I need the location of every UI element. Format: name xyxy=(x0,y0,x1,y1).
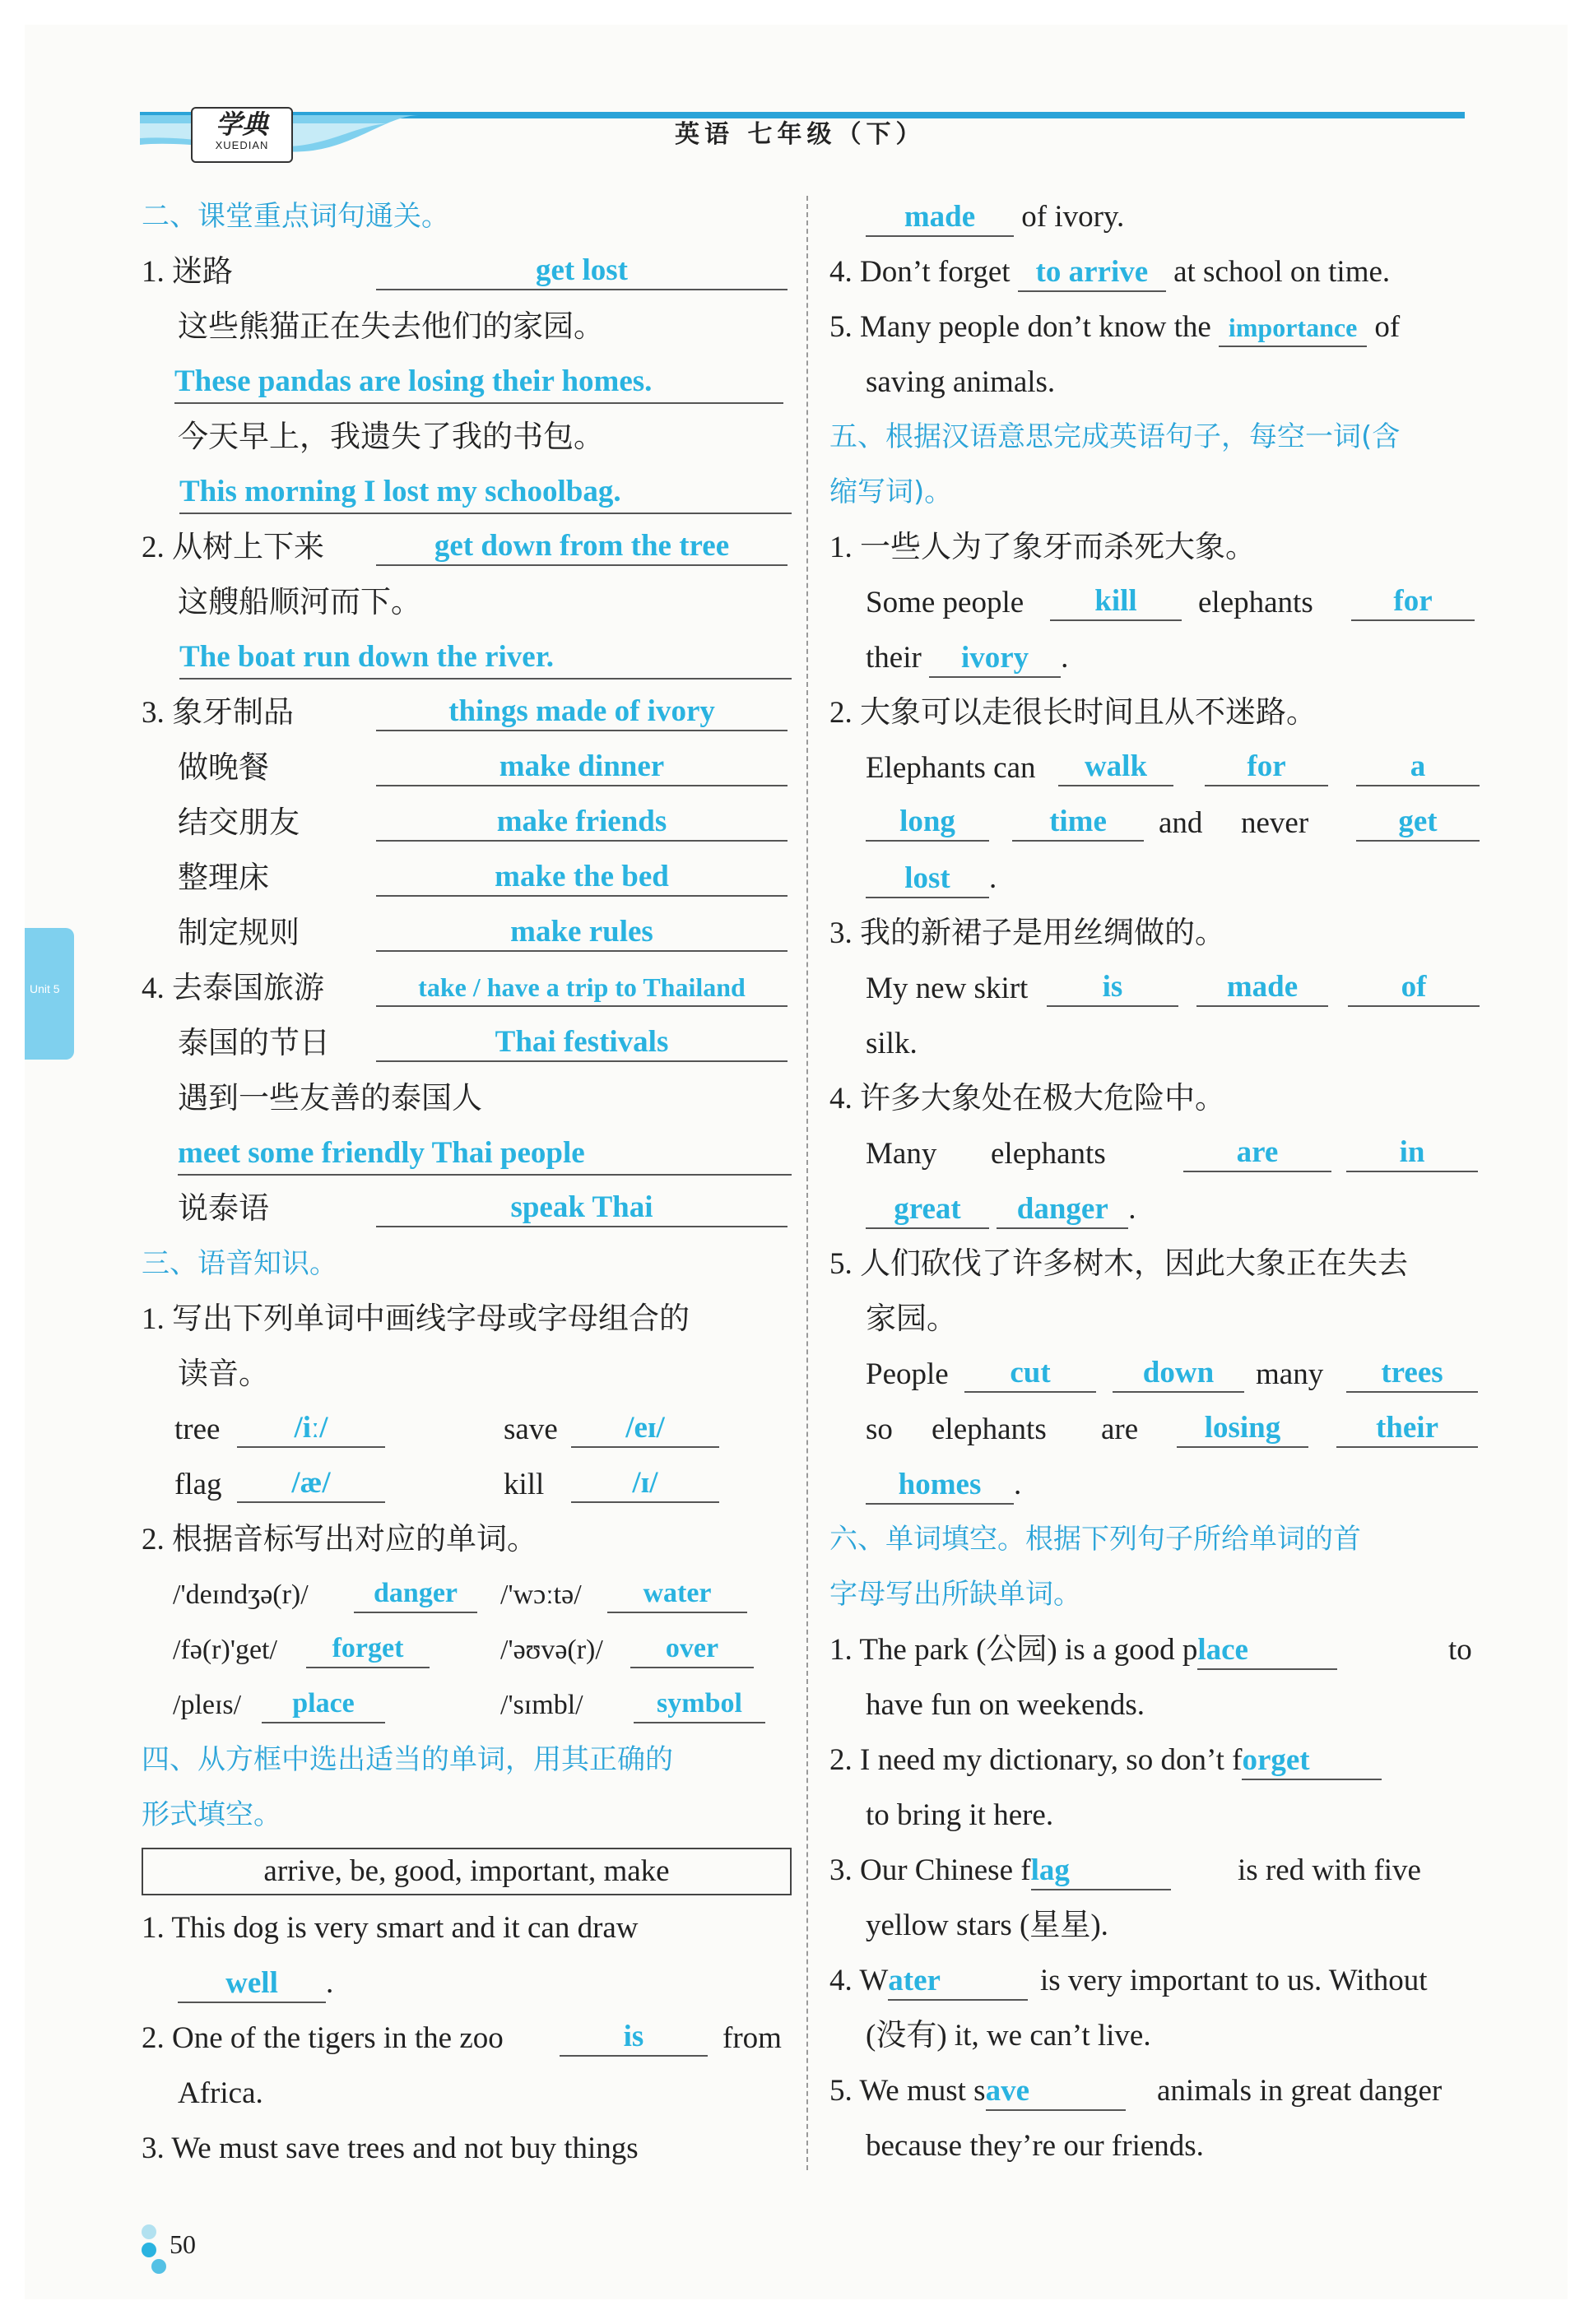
s2-q1-zh2: 今天早上，我遗失了我的书包。 xyxy=(178,420,604,454)
s2-q2-en xyxy=(142,630,792,685)
answer-blank[interactable]: time xyxy=(1012,804,1144,842)
s6-q1: 1. The park (公园) is a good place to xyxy=(829,1622,1480,1677)
s4-q3-cont: made of ivory. xyxy=(829,189,1480,244)
answer-blank[interactable]: in xyxy=(1346,1134,1478,1172)
answer-blank[interactable]: is xyxy=(1047,969,1178,1007)
s5-q2-line2: long time and never get xyxy=(829,796,1480,851)
answer-blank[interactable]: are xyxy=(1183,1134,1331,1172)
s2-q2: 2. 从树上下来 get down from the tree xyxy=(142,520,792,575)
s3-q1-text-cont: 读音。 xyxy=(178,1357,269,1391)
s5-q5-line2: so elephants are losing their xyxy=(829,1402,1480,1457)
answer-blank[interactable]: symbol xyxy=(634,1686,765,1723)
s4-q3: 3. We must save trees and not buy things xyxy=(142,2131,639,2165)
s2-q4-zh1: 泰国的节日 Thai festivals xyxy=(142,1016,792,1071)
answer-blank[interactable]: losing xyxy=(1177,1410,1308,1448)
s4-q2: 2. One of the tigers in the zoo is from xyxy=(142,2020,782,2055)
answer-blank[interactable]: danger xyxy=(997,1191,1128,1229)
s4-q1: 1. This dog is very smart and it can draw xyxy=(142,1911,639,1945)
s2-q4-en2 xyxy=(142,1126,792,1181)
answer-blank[interactable]: /ɪ/ xyxy=(571,1465,719,1503)
s2-q1: 1. 迷路 get lost xyxy=(142,244,792,299)
s2-q4: 4. 去泰国旅游 take / have a trip to Thailand xyxy=(142,961,792,1016)
s4-q2-cont: Africa. xyxy=(178,2076,263,2110)
s5-q1-zh: 1. 一些人为了象牙而杀死大象。 xyxy=(829,531,1256,564)
s6-q5: 5. We must save animals in great danger xyxy=(829,2063,1480,2118)
answer-blank[interactable]: orget xyxy=(1242,1742,1382,1780)
answer-blank[interactable]: cut xyxy=(964,1355,1096,1393)
answer-blank[interactable]: down xyxy=(1113,1355,1244,1393)
s5-q2-line: Elephants can walk for a xyxy=(829,740,1480,796)
s5-q1-line2: their ivory . xyxy=(829,630,1480,685)
section-6-title: 六、单词填空。根据下列句子所给单词的首 xyxy=(829,1523,1361,1556)
s3-words-row: flag /æ/ kill /ɪ/ xyxy=(142,1457,792,1512)
answer-blank[interactable]: ivory xyxy=(929,640,1061,678)
word-box: arrive, be, good, important, make xyxy=(142,1848,792,1895)
page-header-title: 英语 七年级（下） xyxy=(675,120,926,149)
answer-blank[interactable]: get lost xyxy=(376,253,788,290)
answer-blank[interactable]: /eɪ/ xyxy=(571,1410,719,1448)
s2-q4-zh3: 说泰语 speak Thai xyxy=(142,1181,792,1236)
section-2-title: 二、课堂重点词句通关。 xyxy=(142,200,449,233)
s2-q3-item: 做晚餐 make dinner xyxy=(142,740,792,796)
answer-blank[interactable]: is xyxy=(560,2019,708,2057)
section-4-title-cont: 形式填空。 xyxy=(142,1798,281,1831)
s2-q3: 3. 象牙制品 things made of ivory xyxy=(142,685,792,740)
answer-blank[interactable]: a xyxy=(1356,749,1480,786)
answer-line[interactable]: This morning I lost my schoolbag. xyxy=(179,471,792,514)
answer-blank[interactable]: homes xyxy=(866,1467,1014,1505)
answer-blank[interactable]: Thai festivals xyxy=(376,1024,788,1062)
s2-q3-item: 结交朋友 make friends xyxy=(142,796,792,851)
answer-blank[interactable]: danger xyxy=(354,1575,477,1613)
answer-line[interactable]: These pandas are losing their homes. xyxy=(174,361,783,404)
s5-q2-zh: 2. 大象可以走很长时间且从不迷路。 xyxy=(829,696,1317,730)
answer-blank[interactable]: made xyxy=(866,199,1014,237)
s2-q1-en2 xyxy=(142,465,792,520)
answer-blank[interactable]: make the bed xyxy=(376,859,788,897)
s3-phon-row: /pleɪs/ place /'sɪmbl/ symbol xyxy=(142,1677,792,1733)
answer-blank[interactable]: forget xyxy=(306,1631,430,1668)
answer-blank[interactable]: get xyxy=(1356,804,1480,842)
s2-q1-zh1: 这些熊猫正在失去他们的家园。 xyxy=(178,310,604,344)
answer-blank[interactable]: to arrive xyxy=(1018,254,1166,292)
s3-phon-row: /'deɪndʒə(r)/ danger /'wɔːtə/ water xyxy=(142,1567,792,1622)
answer-blank[interactable]: made xyxy=(1196,969,1328,1007)
answer-blank[interactable]: walk xyxy=(1058,749,1173,786)
answer-blank[interactable]: importance xyxy=(1219,309,1367,347)
s6-q3: 3. Our Chinese flag is red with five xyxy=(829,1843,1480,1898)
column-divider xyxy=(806,196,808,2170)
s4-q5-cont: saving animals. xyxy=(866,365,1056,399)
section-4-title: 四、从方框中选出适当的单词，用其正确的 xyxy=(142,1743,673,1776)
s2-q1-en1 xyxy=(142,355,792,410)
s6-q1-cont: have fun on weekends. xyxy=(866,1688,1145,1722)
s6-q3-cont: yellow stars (星星). xyxy=(866,1909,1108,1942)
answer-blank[interactable]: things made of ivory xyxy=(376,693,788,731)
right-column xyxy=(829,189,1480,2173)
s4-q5: 5. Many people don’t know the importance of xyxy=(829,299,1480,355)
s3-phon-row: /fə(r)'get/ forget /'əʊvə(r)/ over xyxy=(142,1622,792,1677)
s5-q5-zh: 5. 人们砍伐了许多树木，因此大象正在失去 xyxy=(829,1247,1408,1281)
unit-side-tab: Unit 5 xyxy=(25,928,74,1060)
answer-blank[interactable]: place xyxy=(262,1686,385,1723)
answer-blank[interactable]: ater xyxy=(888,1963,1028,2001)
section-6-title-cont: 字母写出所缺单词。 xyxy=(829,1578,1081,1611)
answer-blank[interactable]: make friends xyxy=(376,804,788,842)
answer-blank[interactable]: for xyxy=(1351,583,1475,621)
s2-q4-zh2: 遇到一些友善的泰国人 xyxy=(178,1082,482,1116)
answer-blank[interactable]: long xyxy=(866,804,989,842)
s5-q5-line: People cut down many trees xyxy=(829,1347,1480,1402)
answer-blank[interactable]: kill xyxy=(1050,583,1182,621)
s5-q3-line: My new skirt is made of xyxy=(829,961,1480,1016)
s5-q4-line2: great danger . xyxy=(829,1181,1480,1236)
s5-q5-zh-cont: 家园。 xyxy=(866,1302,957,1336)
s5-q1-line: Some people kill elephants for xyxy=(829,575,1480,630)
s5-q4-zh: 4. 许多大象处在极大危险中。 xyxy=(829,1082,1225,1116)
s3-words-row: tree /iː/ save /eɪ/ xyxy=(142,1402,792,1457)
answer-blank[interactable]: trees xyxy=(1346,1355,1478,1393)
answer-blank[interactable]: over xyxy=(630,1631,754,1668)
s3-q1-text: 1. 写出下列单词中画线字母或字母组合的 xyxy=(142,1302,690,1336)
s2-q3-item: 制定规则 make rules xyxy=(142,906,792,961)
s4-q4: 4. Don’t forget to arrive at school on time. xyxy=(829,244,1480,299)
answer-blank[interactable]: take / have a trip to Thailand xyxy=(376,969,788,1007)
answer-blank[interactable]: great xyxy=(866,1191,989,1229)
answer-blank[interactable]: lace xyxy=(1197,1632,1337,1670)
answer-blank[interactable]: of xyxy=(1348,969,1480,1007)
answer-blank[interactable]: make dinner xyxy=(376,749,788,786)
s2-q2-zh: 这艘船顺河而下。 xyxy=(178,586,421,619)
s5-q3-zh: 3. 我的新裙子是用丝绸做的。 xyxy=(829,916,1225,950)
page-number: 50 xyxy=(170,2229,196,2259)
answer-line[interactable]: The boat run down the river. xyxy=(179,637,792,680)
left-column xyxy=(142,189,792,2176)
answer-line[interactable]: meet some friendly Thai people xyxy=(178,1133,792,1176)
s5-q2-line3: lost . xyxy=(829,851,1480,906)
answer-blank[interactable]: lag xyxy=(1031,1853,1171,1890)
s4-q1-cont: well . xyxy=(142,1955,792,2011)
answer-blank[interactable]: well xyxy=(178,1965,326,2003)
s6-q5-cont: because they’re our friends. xyxy=(866,2129,1204,2163)
answer-blank[interactable]: for xyxy=(1205,749,1328,786)
answer-blank[interactable]: make rules xyxy=(376,914,788,952)
s5-q5-line3: homes . xyxy=(829,1457,1480,1512)
s6-q2: 2. I need my dictionary, so don’t forget xyxy=(829,1733,1480,1788)
answer-blank[interactable]: /æ/ xyxy=(237,1465,385,1503)
answer-blank[interactable]: ave xyxy=(986,2073,1126,2111)
section-5-title: 五、根据汉语意思完成英语句子，每空一词(含 xyxy=(829,420,1401,453)
answer-blank[interactable]: their xyxy=(1336,1410,1478,1448)
s3-q2-text: 2. 根据音标写出对应的单词。 xyxy=(142,1523,537,1556)
s5-q4-line: Many elephants are in xyxy=(829,1126,1480,1181)
section-5-title-cont: 缩写词)。 xyxy=(829,475,953,508)
section-3-title: 三、语音知识。 xyxy=(142,1247,337,1280)
answer-blank[interactable]: get down from the tree xyxy=(376,528,788,566)
publisher-logo: 学典 XUEDIAN xyxy=(191,107,293,163)
s5-q3-line2: silk. xyxy=(866,1027,918,1060)
s6-q4-cont: (没有) it, we can’t live. xyxy=(866,2019,1151,2053)
answer-blank[interactable]: lost xyxy=(866,860,989,898)
s2-q3-item: 整理床 make the bed xyxy=(142,851,792,906)
answer-blank[interactable]: /iː/ xyxy=(237,1410,385,1448)
s6-q4: 4. Water is very important to us. Without xyxy=(829,1953,1480,2008)
s6-q2-cont: to bring it here. xyxy=(866,1798,1054,1832)
answer-blank[interactable]: speak Thai xyxy=(376,1190,788,1227)
answer-blank[interactable]: water xyxy=(607,1575,747,1613)
